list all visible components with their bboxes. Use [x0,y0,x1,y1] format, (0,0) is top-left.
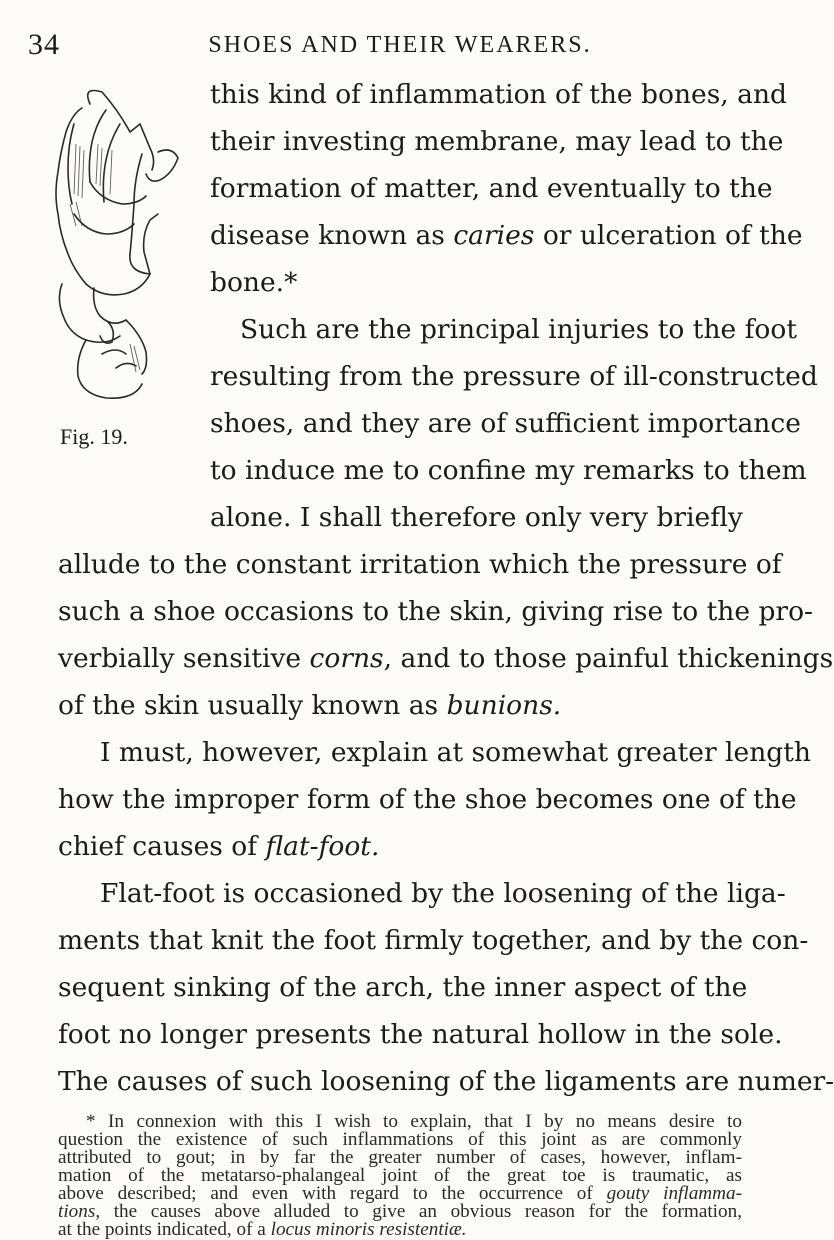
text-line: of the skin usually known as bunions. [58,690,562,721]
text-line: ments that knit the foot firmly together, and by the con- [58,925,809,956]
italic-term: tions [58,1201,96,1222]
text-line: shoes, and they are of sufficient importance [210,408,801,439]
page-number: 34 [28,28,60,61]
text-line: bone.* [210,267,298,298]
text-line: allude to the constant irritation which the pressure of [58,549,782,580]
text-line: such a shoe occasions to the skin, giving rise to the pro- [58,596,813,627]
footnote-line: at the points indicated, of a locus minoris resistentiæ. [58,1219,467,1240]
text-line: resulting from the pressure of ill-constructed [210,361,818,392]
text-line: their investing membrane, may lead to the [210,126,784,157]
footnote-line: tions, the causes above alluded to give an obvious reason for the formation, [58,1201,742,1222]
italic-term: gouty inflamma- [606,1183,742,1204]
italic-term: bunions. [446,690,562,721]
footnote-line: mation of the metatarso-phalangeal joint of the great toe is traumatic, as [58,1165,742,1186]
text-line: to induce me to confine my remarks to them [210,455,807,486]
italic-term: corns [309,643,384,674]
text-line: verbially sensitive corns, and to those painful thickenings [58,643,834,674]
text-line: foot no longer presents the natural hollow in the sole. [58,1019,783,1050]
text-line: sequent sinking of the arch, the inner aspect of the [58,972,748,1003]
figure-caption: Fig. 19. [60,424,128,449]
foot-bones-illustration [46,84,206,410]
text-line: I must, however, explain at somewhat greater length [100,737,811,768]
text-line: formation of matter, and eventually to the [210,173,773,204]
text-line: The causes of such loosening of the ligaments are numer- [58,1066,834,1097]
text-line: Such are the principal injuries to the foot [240,314,797,345]
italic-term: caries [453,220,535,251]
text-line: disease known as caries or ulceration of the [210,220,803,251]
text-line: how the improper form of the shoe becomes one of the [58,784,797,815]
footnote-line: above described; and even with regard to the occurrence of gouty inflamma- [58,1183,742,1204]
italic-term: flat-foot. [265,831,380,862]
footnote-line: * In connexion with this I wish to explain, that I by no means desire to [86,1111,742,1132]
footnote-line: question the existence of such inflammations of this joint as are commonly [58,1129,742,1150]
footnote-line: attributed to gout; in by far the greater number of cases, however, inflam- [58,1147,742,1168]
text-line: chief causes of flat-foot. [58,831,380,862]
page-header [28,28,772,68]
text-line: alone. I shall therefore only very briefly [210,502,743,533]
running-title: SHOES AND THEIR WEARERS. [208,32,592,58]
text-line: Flat-foot is occasioned by the loosening of the liga- [100,878,786,909]
text-line: this kind of inflammation of the bones, and [210,79,787,110]
